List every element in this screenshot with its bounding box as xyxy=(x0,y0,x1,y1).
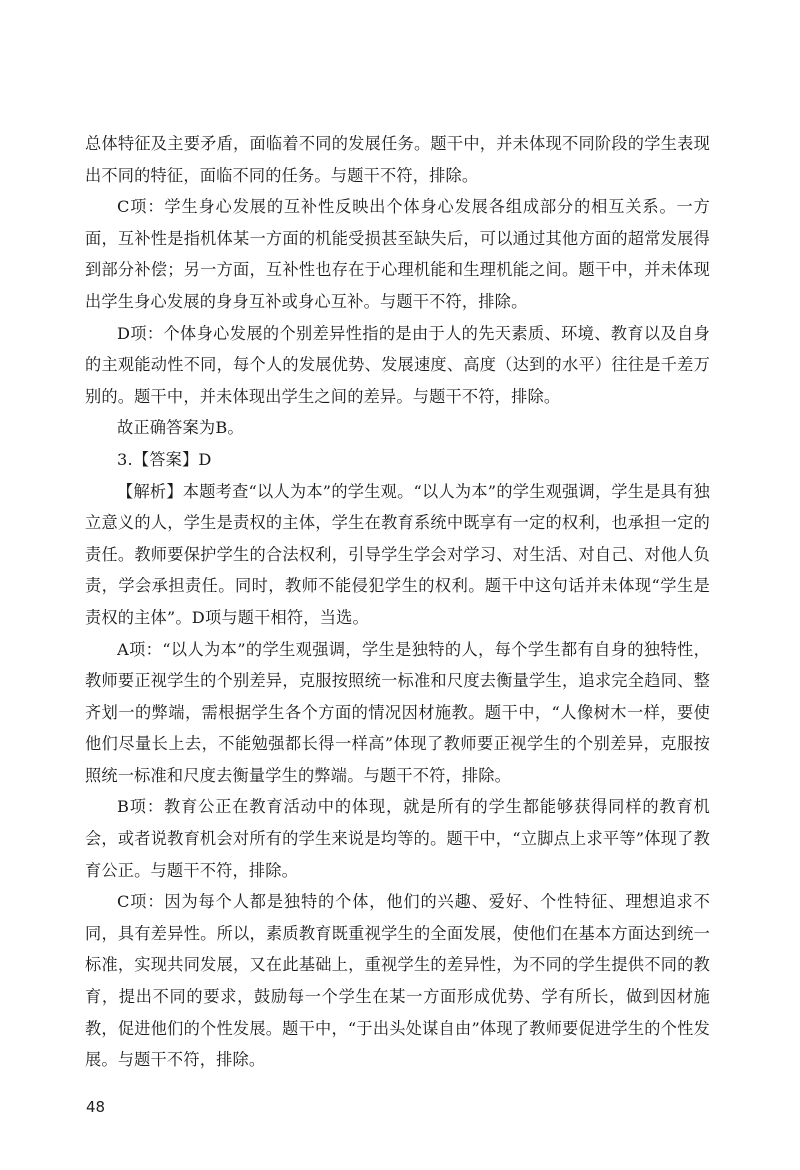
paragraph-correct-answer: 故正确答案为B。 xyxy=(117,418,244,438)
paragraph-option-d-individual-difference: D项：个体身心发展的个别差异性指的是由于人的先天素质、环境、教育以及自身的主观能动性不同，每个人的发展优势、发展速度、高度（达到的水平）往往是千差万别的。题干中，并未体现出学生之间的差异。与题干不符，排除。 xyxy=(85,323,710,406)
paragraph-continuation: 总体特征及主要矛盾，面临着不同的发展任务。题干中，并未体现不同阶段的学生表现出不同的特征，面临不同的任务。与题干不符，排除。 xyxy=(85,134,710,185)
paragraph-option-c: C项：因为每个人都是独特的个体，他们的兴趣、爱好、个性特征、理想追求不同，具有差异性。所以，素质教育既重视学生的全面发展，使他们在基本方面达到统一标准，实现共同发展，又在此基础上，重视学生的差异性，为不同的学生提供不同的教育，提出不同的要求，鼓励每一个学生在某一方面形成优势、学有所长，做到因材施教，促进他们的个性发展。题干中，“于出头处谋自由”体现了教师要促进学生的个性发展。与题干不符，排除。 xyxy=(85,892,710,1070)
paragraph-analysis: 【解析】本题考查“以人为本”的学生观。“以人为本”的学生观强调，学生是具有独立意义的人，学生是责权的主体，学生在教育系统中既享有一定的权利，也承担一定的责任。教师要保护学生的合法权利，引导学生学会对学习、对生活、对自己、对他人负责，学会承担责任。同时，教师不能侵犯学生的权利。题干中这句话并未体现“学生是责权的主体”。D项与题干相符，当选。 xyxy=(85,481,710,627)
page-body xyxy=(85,128,710,1076)
paragraph-option-a: A项：“以人为本”的学生观强调，学生是独特的人，每个学生都有自身的独特性，教师要正视学生的个别差异，克服按照统一标准和尺度去衡量学生，追求完全趋同、整齐划一的弊端，需根据学生各个方面的情况因材施教。题干中，“人像树木一样，要使他们尽量长上去，不能勉强都长得一样高”体现了教师要正视学生的个别差异，克服按照统一标准和尺度去衡量学生的弊端。与题干不符，排除。 xyxy=(85,639,710,785)
paragraph-answer-heading: 3.【答案】D xyxy=(117,449,212,469)
page-number: 48 xyxy=(86,1098,106,1116)
paragraph-option-b: B项：教育公正在教育活动中的体现，就是所有的学生都能够获得同样的教育机会，或者说教育机会对所有的学生来说是均等的。题干中，“立脚点上求平等”体现了教育公正。与题干不符，排除。 xyxy=(85,797,710,880)
paragraph-option-c-complementarity: C项：学生身心发展的互补性反映出个体身心发展各组成部分的相互关系。一方面，互补性是指机体某一方面的机能受损甚至缺失后，可以通过其他方面的超常发展得到部分补偿；另一方面，互补性也存在于心理机能和生理机能之间。题干中，并未体现出学生身心发展的身身互补或身心互补。与题干不符，排除。 xyxy=(85,197,710,311)
